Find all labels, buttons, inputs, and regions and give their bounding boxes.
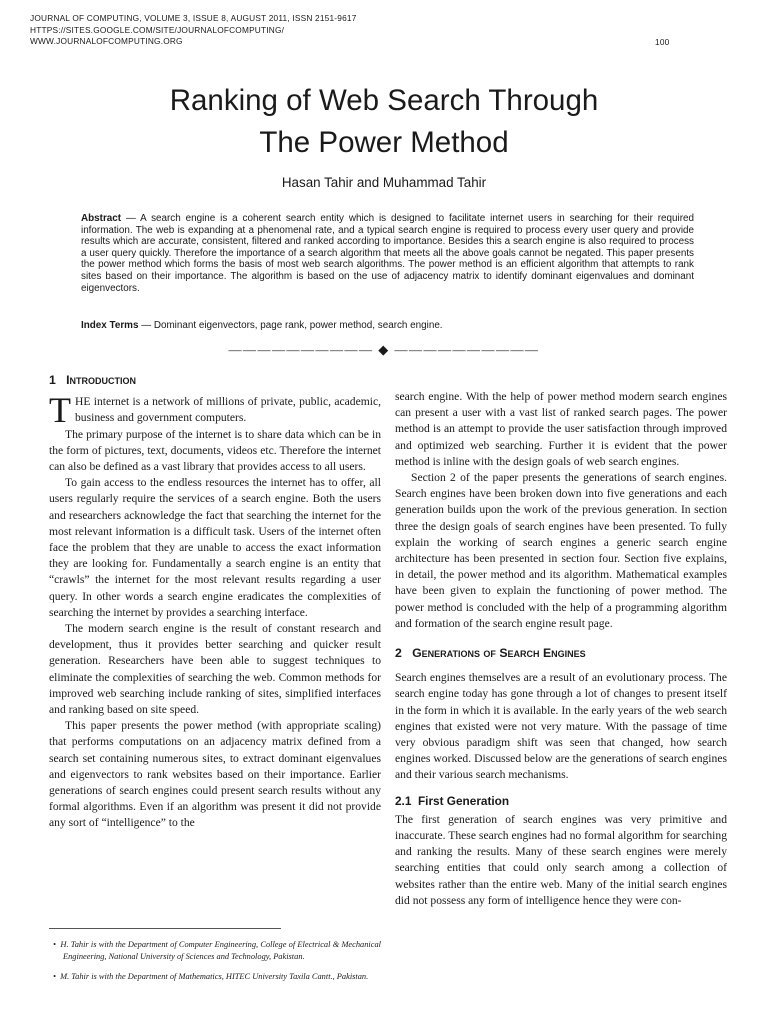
abstract-label: Abstract	[81, 213, 122, 224]
subsection-title: First Generation	[417, 793, 510, 808]
footnote-item: • M. Tahir is with the Department of Mathematics, HITEC University Taxila Cantt., Pakistan.	[53, 972, 369, 981]
index-terms	[81, 320, 694, 331]
index-terms-label: Index Terms	[81, 320, 139, 331]
title-line-1: Ranking of Web Search Through	[169, 84, 599, 117]
section-number: 2	[395, 646, 402, 661]
intro-paragraph-7: Section 2 of the paper presents the generations of search engines. Search engines have been broken down into five generations and each generation builds upon the work of the previous generation. In section three the design goals of search engines have been presented. To fully explain the working of search engines a generic search engine architecture has been presented in section four. Section five explains, in detail, the power method and its algorithm. Mathematical examples have been given to explain the functioning of power method. The power method is concluded with the help of a programming algorithm and formation of the search engine result page.	[395, 471, 727, 630]
footnote-text: M. Tahir is with the Department of Mathematics, HITEC University Taxila Cantt., Pakistan.	[60, 972, 369, 981]
section-divider: —————————— ◆ ——————————	[228, 342, 540, 357]
generations-paragraph-1: Search engines themselves are a result of an evolutionary process. The search engine today has gone through a lot of changes to present itself in the form in which it is available. In the early years of the web search engines that existed were not very mature. With the passage of time very obvious paradigm shift was seen that changed, how search engines worked. Discussed below are the generations of search engines and their various search mechanisms.	[395, 671, 727, 782]
intro-paragraph-1	[49, 390, 381, 431]
title-line-2: The Power Method	[259, 126, 509, 159]
left-column	[49, 372, 381, 832]
intro-paragraph-2: The primary purpose of the internet is to share data which can be in the form of pictures, text, documents, videos etc. Therefore the internet can also be defined as a vast library that provides access to all users.	[49, 427, 381, 474]
intro-paragraph-1-text: HE internet is a network of millions of private, public, academic, business and government computers.	[75, 395, 381, 425]
paper-title	[0, 80, 768, 164]
drop-cap: T	[49, 390, 71, 431]
section-title: Introduction	[66, 373, 137, 387]
subsection-heading-first-generation	[395, 793, 727, 809]
intro-paragraph-3: To gain access to the endless resources the internet has to offer, all users regularly require the services of a search engine. Both the users and researchers acknowledge the fact that searching the internet for the most relevant information is a difficult task. Users of the internet often face the problem that they are unable to access the exact information they are looking for. Fundamentally a search engine is an entity that “crawls” the internet for the most relevant results regarding a user query. In other words a search engine eradicates the complexities of searching the internet by provides a searching interface.	[49, 476, 381, 619]
authors: Hasan Tahir and Muhammad Tahir	[281, 175, 487, 190]
footnote-text: H. Tahir is with the Department of Computer Engineering, College of Electrical & Mechanical Engineering, National University of Sciences and Technology, Pakistan.	[60, 940, 381, 961]
footnotes	[49, 928, 381, 992]
journal-website[interactable]: WWW.JOURNALOFCOMPUTING.ORG	[30, 36, 183, 46]
section-title: Generations of Search Engines	[412, 646, 586, 661]
footnote-item: • H. Tahir is with the Department of Computer Engineering, College of Electrical & Mechanical Engineering, National University of Sciences and Technology, Pakistan.	[53, 940, 381, 961]
abstract-text: — A search engine is a coherent search entity which is designed to facilitate internet users in searching for their required information. The web is expanding at a phenomenal rate, and a typical search engine is required to process every user query and provide results which are accurate, consistent, filtered and ranked according to importance. Besides this a search engine is also required to process a user query quickly. Therefore the importance of a search algorithm that meets all the above goals cannot be negated. This paper presents the power method which forms the basis of most web search algorithms. The power method is an efficient algorithm that attempts to rank sites based on their importance. The algorithm is based on the use of adjacency matrix to identify dominant eigenvalues and dominant eigenvectors.	[81, 213, 694, 294]
subsection-number: 2.1	[395, 793, 412, 808]
footnote-rule	[49, 928, 281, 929]
right-column	[395, 389, 727, 909]
intro-paragraph-6: search engine. With the help of power method modern search engines can present a user with a vast list of ranked search pages. The power method is an attempt to provide the user satisfaction through improved and optimized web searching. Further it is evident that the power method is inline with the design goals of web search engines.	[395, 390, 727, 468]
section-heading-generations	[395, 645, 727, 661]
page-number: 100	[655, 37, 670, 47]
journal-header	[30, 13, 740, 48]
journal-info-line: JOURNAL OF COMPUTING, VOLUME 3, ISSUE 8, AUGUST 2011, ISSN 2151-9617	[30, 13, 357, 23]
intro-paragraph-4: The modern search engine is the result of constant research and development, thus it provides better searching and quicker result generation. Researchers have been able to suggest techniques to eliminate the complexities of searching the web. Common methods for improved web searching include ranking of sites, simplified interfaces and ranking based on site speed.	[49, 622, 381, 717]
section-number: 1	[49, 373, 56, 387]
section-heading-introduction	[49, 372, 381, 388]
index-terms-text: — Dominant eigenvectors, page rank, power method, search engine.	[138, 320, 443, 331]
first-generation-paragraph: The first generation of search engines was very primitive and inaccurate. These search engines had no formal algorithm for searching and ranking the results. Many of these search engines were merely searching entities that could only search among a collection of websites rather than the entire web. Many of the initial search engines did not possess any form of intelligence hence they were con-	[395, 812, 727, 907]
intro-paragraph-5: This paper presents the power method (with appropriate scaling) that performs computations on an adjacency matrix defined from a search set containing numerous sites, to extract dominant eigenvalues and eigenvectors to rank websites based on their importance. Earlier generations of search engines could present search results without any formal algorithms. Even if an algorithm was present it did not provide any sort of “intelligence” to the	[49, 719, 381, 830]
abstract	[81, 213, 694, 294]
journal-url[interactable]: HTTPS://SITES.GOOGLE.COM/SITE/JOURNALOFCOMPUTING/	[30, 24, 285, 35]
